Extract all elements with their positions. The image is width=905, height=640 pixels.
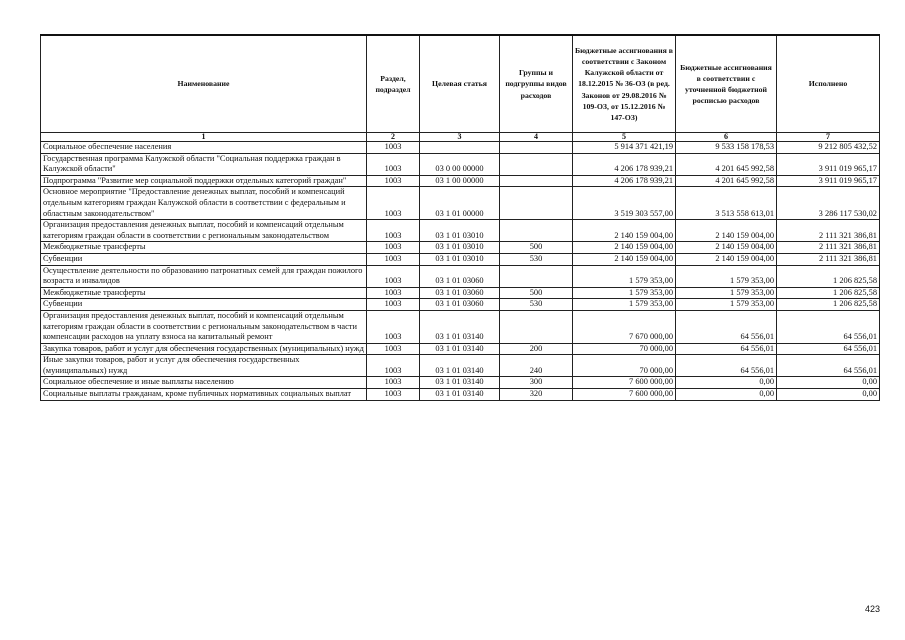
- row-name: Основное мероприятие "Предоставление денежных выплат, пособий и компенсаций отдельным категориям граждан Калужской области в соответствии с федеральным и областным законодательством": [41, 187, 367, 220]
- row-assigned-law: 1 579 353,00: [573, 287, 676, 299]
- row-name: Социальные выплаты гражданам, кроме публичных нормативных социальных выплат: [41, 389, 367, 401]
- table-row: [41, 220, 880, 242]
- row-executed: 3 911 019 965,17: [777, 175, 880, 187]
- row-section: 1003: [367, 299, 420, 311]
- row-assigned-law: 4 206 178 939,21: [573, 153, 676, 175]
- table-row: [41, 265, 880, 287]
- row-expense-group: 530: [500, 253, 573, 265]
- row-assigned-law: 1 579 353,00: [573, 265, 676, 287]
- table-row: [41, 142, 880, 154]
- row-section: 1003: [367, 220, 420, 242]
- row-target-article: [420, 142, 500, 154]
- row-target-article: 03 1 01 00000: [420, 187, 500, 220]
- table-row: [41, 153, 880, 175]
- row-assigned-schedule: 3 513 558 613,01: [676, 187, 777, 220]
- header-assigned-schedule: Бюджетные ассигнования в соответствии с уточненной бюджетной росписью расходов: [676, 35, 777, 133]
- row-name: Подпрограмма "Развитие мер социальной поддержки отдельных категорий граждан": [41, 175, 367, 187]
- row-executed: 1 206 825,58: [777, 265, 880, 287]
- table-row: [41, 299, 880, 311]
- row-executed: 1 206 825,58: [777, 299, 880, 311]
- row-expense-group: [500, 187, 573, 220]
- table-row: [41, 377, 880, 389]
- row-assigned-law: 2 140 159 004,00: [573, 220, 676, 242]
- row-executed: 64 556,01: [777, 310, 880, 343]
- row-assigned-law: 70 000,00: [573, 343, 676, 355]
- row-executed: 1 206 825,58: [777, 287, 880, 299]
- row-assigned-schedule: 64 556,01: [676, 343, 777, 355]
- row-assigned-schedule: 2 140 159 004,00: [676, 242, 777, 254]
- column-number: 7: [777, 133, 880, 142]
- row-executed: 9 212 805 432,52: [777, 142, 880, 154]
- column-number: 1: [41, 133, 367, 142]
- row-expense-group: 320: [500, 389, 573, 401]
- row-assigned-law: 7 670 000,00: [573, 310, 676, 343]
- row-executed: 3 911 019 965,17: [777, 153, 880, 175]
- row-target-article: 03 1 01 03010: [420, 220, 500, 242]
- row-assigned-schedule: 2 140 159 004,00: [676, 253, 777, 265]
- column-number: 3: [420, 133, 500, 142]
- row-section: 1003: [367, 287, 420, 299]
- row-section: 1003: [367, 389, 420, 401]
- row-executed: 0,00: [777, 389, 880, 401]
- row-assigned-law: 5 914 371 421,19: [573, 142, 676, 154]
- row-expense-group: [500, 265, 573, 287]
- row-target-article: 03 1 01 03010: [420, 242, 500, 254]
- row-section: 1003: [367, 187, 420, 220]
- column-number: 2: [367, 133, 420, 142]
- row-assigned-schedule: 4 201 645 992,58: [676, 153, 777, 175]
- row-target-article: 03 1 00 00000: [420, 175, 500, 187]
- row-section: 1003: [367, 153, 420, 175]
- row-target-article: 03 1 01 03010: [420, 253, 500, 265]
- row-name: Социальное обеспечение населения: [41, 142, 367, 154]
- table-row: [41, 253, 880, 265]
- header-assigned-law: Бюджетные ассигнования в соответствии с Законом Калужской области от 18.12.2015 № 36-ОЗ (в ред. Законов от 29.08.2016 № 109-ОЗ, от 15.12.2016 № 147-ОЗ): [573, 35, 676, 133]
- row-assigned-schedule: 64 556,01: [676, 310, 777, 343]
- header-section: Раздел, подраздел: [367, 35, 420, 133]
- row-section: 1003: [367, 377, 420, 389]
- row-assigned-schedule: 1 579 353,00: [676, 299, 777, 311]
- row-section: 1003: [367, 142, 420, 154]
- row-assigned-schedule: 1 579 353,00: [676, 265, 777, 287]
- row-name: Осуществление деятельности по образованию патронатных семей для граждан пожилого возраста и инвалидов: [41, 265, 367, 287]
- row-name: Государственная программа Калужской области "Социальная поддержка граждан в Калужской области": [41, 153, 367, 175]
- row-expense-group: [500, 153, 573, 175]
- table-row: [41, 355, 880, 377]
- row-target-article: 03 1 01 03140: [420, 355, 500, 377]
- row-expense-group: 200: [500, 343, 573, 355]
- row-assigned-law: 70 000,00: [573, 355, 676, 377]
- row-assigned-law: 2 140 159 004,00: [573, 242, 676, 254]
- row-assigned-law: 3 519 303 557,00: [573, 187, 676, 220]
- header-row: [41, 35, 880, 133]
- header-executed: Исполнено: [777, 35, 880, 133]
- row-section: 1003: [367, 265, 420, 287]
- row-expense-group: [500, 142, 573, 154]
- row-expense-group: 240: [500, 355, 573, 377]
- budget-table: [40, 34, 880, 401]
- row-section: 1003: [367, 310, 420, 343]
- row-assigned-schedule: 4 201 645 992,58: [676, 175, 777, 187]
- row-target-article: 03 0 00 00000: [420, 153, 500, 175]
- table-body: [41, 142, 880, 401]
- row-name: Межбюджетные трансферты: [41, 242, 367, 254]
- row-name: Субвенции: [41, 253, 367, 265]
- row-section: 1003: [367, 175, 420, 187]
- row-expense-group: 500: [500, 287, 573, 299]
- row-target-article: 03 1 01 03060: [420, 287, 500, 299]
- table-row: [41, 242, 880, 254]
- row-executed: 0,00: [777, 377, 880, 389]
- table-row: [41, 187, 880, 220]
- row-expense-group: [500, 220, 573, 242]
- row-expense-group: 500: [500, 242, 573, 254]
- row-name: Социальное обеспечение и иные выплаты населению: [41, 377, 367, 389]
- header-expense-group: Группы и подгруппы видов расходов: [500, 35, 573, 133]
- row-name: Межбюджетные трансферты: [41, 287, 367, 299]
- row-section: 1003: [367, 343, 420, 355]
- row-expense-group: [500, 175, 573, 187]
- row-assigned-schedule: 0,00: [676, 377, 777, 389]
- table-row: [41, 389, 880, 401]
- row-executed: 64 556,01: [777, 355, 880, 377]
- row-executed: 2 111 321 386,81: [777, 253, 880, 265]
- table-row: [41, 343, 880, 355]
- column-number-row: [41, 133, 880, 142]
- row-target-article: 03 1 01 03060: [420, 265, 500, 287]
- row-executed: 64 556,01: [777, 343, 880, 355]
- row-name: Организация предоставления денежных выплат, пособий и компенсаций отдельным категориям граждан области в соответствии с региональным законодательством в части компенсации расходов на уплату взноса на капитальный ремонт: [41, 310, 367, 343]
- row-expense-group: 300: [500, 377, 573, 389]
- table-row: [41, 175, 880, 187]
- page-number: 423: [865, 604, 881, 614]
- row-target-article: 03 1 01 03140: [420, 377, 500, 389]
- row-assigned-schedule: 1 579 353,00: [676, 287, 777, 299]
- row-name: Закупка товаров, работ и услуг для обеспечения государственных (муниципальных) нужд: [41, 343, 367, 355]
- row-expense-group: [500, 310, 573, 343]
- header-name: Наименование: [41, 35, 367, 133]
- row-assigned-law: 4 206 178 939,21: [573, 175, 676, 187]
- row-target-article: 03 1 01 03060: [420, 299, 500, 311]
- row-assigned-schedule: 0,00: [676, 389, 777, 401]
- row-target-article: 03 1 01 03140: [420, 389, 500, 401]
- row-assigned-law: 7 600 000,00: [573, 377, 676, 389]
- row-executed: 3 286 117 530,02: [777, 187, 880, 220]
- row-assigned-schedule: 2 140 159 004,00: [676, 220, 777, 242]
- row-section: 1003: [367, 253, 420, 265]
- row-target-article: 03 1 01 03140: [420, 310, 500, 343]
- row-executed: 2 111 321 386,81: [777, 242, 880, 254]
- row-expense-group: 530: [500, 299, 573, 311]
- row-executed: 2 111 321 386,81: [777, 220, 880, 242]
- row-section: 1003: [367, 242, 420, 254]
- table-row: [41, 310, 880, 343]
- row-assigned-law: 1 579 353,00: [573, 299, 676, 311]
- row-section: 1003: [367, 355, 420, 377]
- row-assigned-schedule: 64 556,01: [676, 355, 777, 377]
- row-name: Субвенции: [41, 299, 367, 311]
- row-name: Организация предоставления денежных выплат, пособий и компенсаций отдельным категориям граждан области в соответствии с региональным законодательством: [41, 220, 367, 242]
- header-target-article: Целевая статья: [420, 35, 500, 133]
- column-number: 4: [500, 133, 573, 142]
- row-assigned-schedule: 9 533 158 178,53: [676, 142, 777, 154]
- row-name: Иные закупки товаров, работ и услуг для обеспечения государственных (муниципальных) нужд: [41, 355, 367, 377]
- row-assigned-law: 2 140 159 004,00: [573, 253, 676, 265]
- row-assigned-law: 7 600 000,00: [573, 389, 676, 401]
- column-number: 5: [573, 133, 676, 142]
- table-row: [41, 287, 880, 299]
- column-number: 6: [676, 133, 777, 142]
- row-target-article: 03 1 01 03140: [420, 343, 500, 355]
